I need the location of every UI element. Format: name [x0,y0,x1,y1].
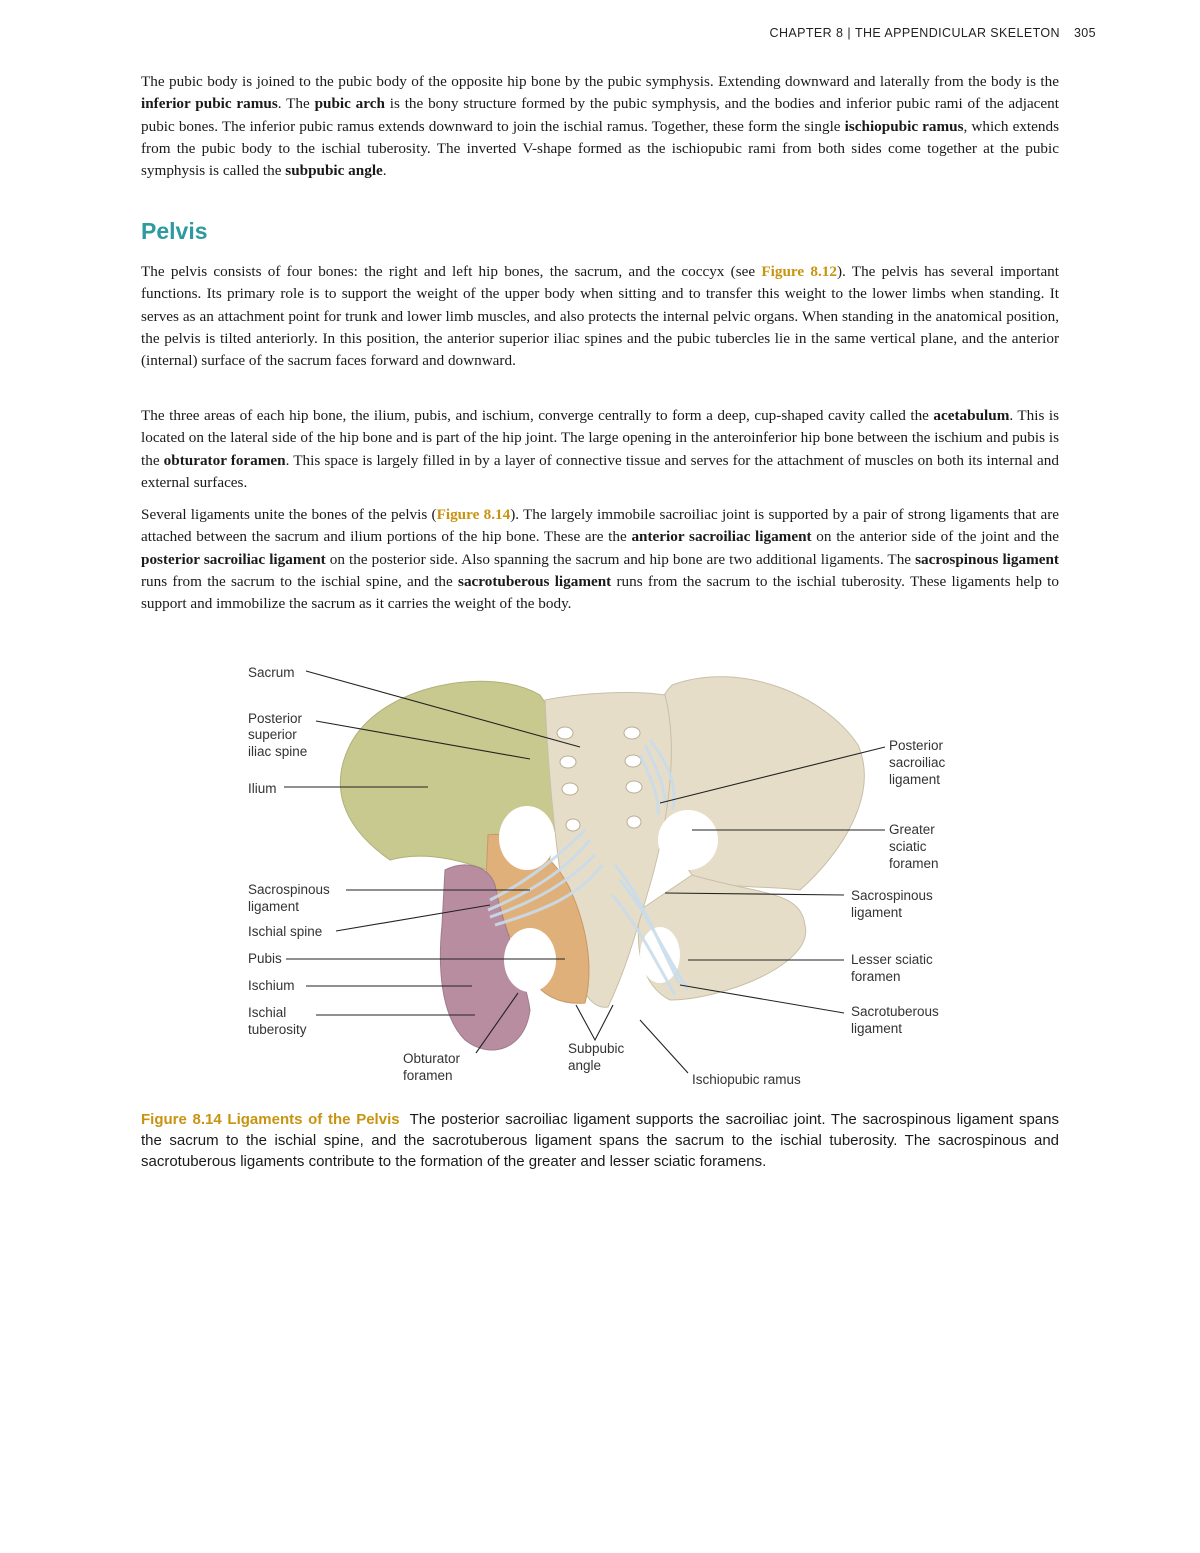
label-ischial-tuberosity-line2: tuberosity [248,1022,307,1037]
label-subpubic-line2: angle [568,1058,602,1073]
label-psl-line3: ligament [889,772,941,787]
text-run: Several ligaments unite the bones of the pelvis ( [141,506,437,523]
left-obturator-foramen [504,928,556,992]
label-gsf-line3: foramen [889,856,939,871]
label-lsf-line1: Lesser sciatic [851,952,933,967]
text-run: The pelvis consists of four bones: the right and left hip bones, the sacrum, and the coccyx (see [141,263,762,280]
label-psl-line2: sacroiliac [889,755,946,770]
text-run: is the bony structure formed by the pubic symphysis, and the bodies and inferior pubic rami of the adjacent pubic bones. The inferior pubic ramus extends downward to join the ischial ramus. Together, these form the single [141,95,1059,135]
label-subpubic-line1: Subpubic [568,1041,625,1056]
figure-pelvis-ligaments [240,655,960,1095]
text-run: ). The largely immobile sacroiliac joint is supported by a pair of strong ligaments that are attached between the sacrum and ilium portions of the hip bone. These are the [141,506,1059,546]
sacral-foramen [557,727,573,739]
text-run: on the posterior side. Also spanning the sacrum and hip bone are two additional ligaments. The [325,550,916,568]
paragraph-pubic-body [141,71,1059,182]
term-sacrotuberous-ligament: sacrotuberous ligament [458,572,612,590]
sacral-foramen [566,819,580,831]
label-sacrospinous-left-line1: Sacrospinous [248,882,330,897]
sacral-foramen [625,755,641,767]
label-obturator-line2: foramen [403,1068,453,1083]
term-sacrospinous-ligament: sacrospinous ligament [915,550,1059,568]
sacral-foramen [626,781,642,793]
label-psis-line3: iliac spine [248,744,308,759]
running-head [770,26,1096,40]
paragraph-acetabulum [141,405,1059,494]
text-run: runs from the sacrum to the ischial spine, and the [141,572,459,590]
label-psis-line1: Posterior [248,711,303,726]
term-pubic-arch: pubic arch [314,95,385,113]
paragraph-pelvis-overview [141,261,1059,372]
label-ilium: Ilium [248,781,277,796]
label-ischiopubic-ramus: Ischiopubic ramus [692,1072,801,1087]
figure-8-14-link[interactable]: Figure 8.14 [436,506,511,523]
term-posterior-sacroiliac-ligament: posterior sacroiliac ligament [141,550,326,568]
text-run: The three areas of each hip bone, the ilium, pubis, and ischium, converge centrally to form a deep, cup-shaped cavity called the [141,407,934,424]
caption-text: The posterior sacroiliac ligament supports the sacroiliac joint. The sacrospinous ligament spans the sacrum to the ischial spine, and the sacrotuberous ligament spans the sacrum to the ischial tuberosity. The sacrospinous and sacrotuberous ligaments contribute to the formation of the greater and lesser sciatic foramens. [141,1111,1059,1170]
label-sacrum: Sacrum [248,665,295,680]
section-heading-pelvis: Pelvis [141,218,208,244]
header-separator: | [847,26,851,40]
term-anterior-sacroiliac-ligament: anterior sacroiliac ligament [631,528,812,546]
sacral-foramen [624,727,640,739]
label-lsf-line2: foramen [851,969,901,984]
term-obturator-foramen: obturator foramen [163,451,286,469]
chapter-title: THE APPENDICULAR SKELETON [854,26,1060,40]
pelvis-illustration [240,655,960,1095]
right-greater-sciatic-foramen [658,810,718,870]
text-run: ). The pelvis has several important functions. Its primary role is to support the weight of the upper body when sitting and to transfer this weight to the lower limbs when standing. It serves as an attachment point for trunk and lower limb muscles, and also protects the internal pelvic organs. When standing in the anatomical position, the pelvis is tilted anteriorly. In this position, the anterior superior iliac spines and the pubic tubercles lie in the same vertical plane, and the anterior (internal) surface of the sacrum faces forward and downward. [141,263,1059,370]
text-run: runs from the sacrum to the ischial tuberosity. These ligaments help to support and immobilize the sacrum as it carries the weight of the body. [141,572,1059,613]
figure-8-12-link[interactable]: Figure 8.12 [761,263,837,280]
label-ischial-tuberosity-line1: Ischial [248,1005,287,1020]
sacral-foramen [627,816,641,828]
text-run: , which extends from the pubic body to the ischial tuberosity. The inverted V-shape formed as the ischiopubic rami from both sides come together at the pubic symphysis is called the [141,117,1059,180]
label-sacrospinous-right-line2: ligament [851,905,903,920]
page-number: 305 [1073,26,1096,40]
label-gsf-line2: sciatic [889,839,927,854]
term-inferior-pubic-ramus: inferior pubic ramus [141,95,278,113]
text-run: on the anterior side of the joint and the [811,528,1060,546]
term-acetabulum: acetabulum [933,407,1010,424]
label-psl-line1: Posterior [889,738,944,753]
chapter-number: CHAPTER 8 [769,26,844,40]
label-psis-line2: superior [248,727,297,742]
label-obturator-line1: Obturator [403,1051,461,1066]
caption-title: Figure 8.14 Ligaments of the Pelvis [141,1111,400,1128]
label-ischial-spine: Ischial spine [248,924,323,939]
sacral-foramen [562,783,578,795]
sacral-foramen [560,756,576,768]
text-run: . This space is largely filled in by a layer of connective tissue and serves for the attachment of muscles on both its internal and external surfaces. [141,451,1059,491]
label-gsf-line1: Greater [889,822,935,837]
left-greater-sciatic-foramen [499,806,555,870]
text-run: The pubic body is joined to the pubic body of the opposite hip bone by the pubic symphysis. Extending downward and laterally from the body is the [141,73,1059,90]
label-ischium: Ischium [248,978,295,993]
term-ischiopubic-ramus: ischiopubic ramus [844,117,964,135]
label-sacrotuberous-line1: Sacrotuberous [851,1004,939,1019]
label-pubis: Pubis [248,951,282,966]
label-sacrospinous-right-line1: Sacrospinous [851,888,933,903]
label-sacrospinous-left-line2: ligament [248,899,300,914]
text-run: . The [277,95,315,113]
term-subpubic-angle: subpubic angle [285,162,383,180]
text-run: . [382,162,387,180]
paragraph-ligaments [141,504,1059,615]
label-sacrotuberous-line2: ligament [851,1021,903,1036]
text-run: . This is located on the lateral side of the hip bone and is part of the hip joint. The large opening in the anteroinferior hip bone between the ischium and pubis is the [141,407,1059,469]
figure-caption [141,1109,1059,1172]
